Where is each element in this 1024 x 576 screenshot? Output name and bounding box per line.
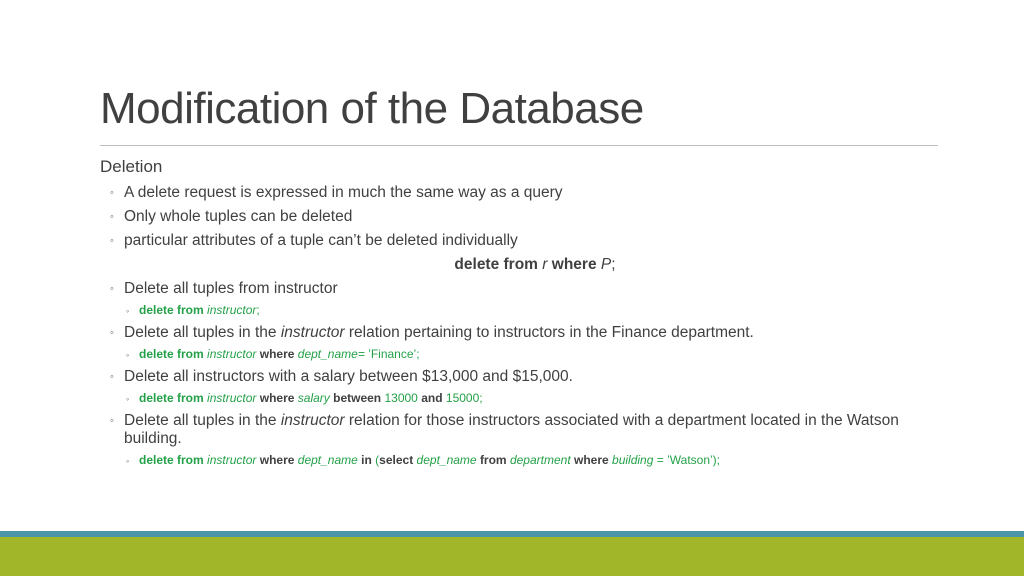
- sql-attribute: dept_name: [416, 453, 477, 467]
- sql-keyword: in: [361, 453, 372, 467]
- syntax-var: P: [600, 256, 612, 273]
- sql-attribute: building: [612, 453, 654, 467]
- bullet-circle-icon: ◦: [126, 394, 130, 404]
- sql-value: 15000;: [445, 391, 483, 405]
- code-example: [100, 390, 940, 406]
- bullet-text: Delete all tuples in the: [124, 412, 277, 429]
- bullet-circle-icon: ◦: [110, 211, 114, 223]
- bullet-text: relation pertaining to instructors in the Finance department.: [348, 324, 754, 341]
- code-example: [100, 302, 940, 318]
- sql-keyword: between: [333, 391, 382, 405]
- delete-syntax: [100, 256, 940, 274]
- sql-keyword: where: [259, 391, 295, 405]
- bullet: [100, 412, 940, 448]
- bullet-text: A delete request is expressed in much the same way as a query: [124, 184, 563, 201]
- code-example: [100, 346, 940, 362]
- sql-punct: ;: [256, 303, 260, 317]
- sql-keyword: where: [574, 453, 609, 467]
- code-example: [100, 452, 940, 468]
- bullet-text: Delete all tuples in the: [124, 324, 277, 341]
- sql-value: ’Watson’);: [667, 453, 721, 467]
- bullet: [100, 324, 940, 342]
- bullet: [100, 232, 940, 250]
- bullet-text: particular attributes of a tuple can’t be deleted individually: [124, 232, 518, 249]
- sql-keyword: and: [421, 391, 443, 405]
- bullet-circle-icon: ◦: [110, 415, 114, 427]
- bullet-circle-icon: ◦: [110, 235, 114, 247]
- slide-title: Modification of the Database: [100, 84, 644, 133]
- sql-keyword: delete from: [139, 347, 204, 361]
- sql-keyword: delete from: [139, 303, 204, 317]
- bullet-text: relation for those instructors associated with a department located in the Watson building.: [124, 412, 899, 447]
- sql-relation: instructor: [207, 453, 257, 467]
- title-divider: [100, 145, 938, 146]
- section-heading: Deletion: [100, 157, 163, 176]
- sql-relation: instructor: [207, 391, 257, 405]
- bullet-emphasis: instructor: [280, 324, 345, 341]
- sql-keyword: where: [259, 347, 295, 361]
- footer-bar: [0, 537, 1024, 576]
- syntax-var: r: [542, 256, 548, 273]
- sql-relation: instructor: [207, 347, 257, 361]
- sql-keyword: select: [379, 453, 414, 467]
- bullet-text: Only whole tuples can be deleted: [124, 208, 353, 225]
- bullet-circle-icon: ◦: [126, 350, 130, 360]
- bullet-circle-icon: ◦: [126, 456, 130, 466]
- syntax-end: ;: [611, 256, 616, 273]
- bullet-circle-icon: ◦: [110, 327, 114, 339]
- sql-keyword: delete from: [139, 453, 204, 467]
- bullet: [100, 368, 940, 386]
- sql-relation: instructor: [207, 303, 257, 317]
- syntax-keyword: delete from: [454, 256, 538, 273]
- sql-keyword: where: [259, 453, 295, 467]
- bullet: [100, 184, 940, 202]
- bullet: [100, 208, 940, 226]
- bullet-circle-icon: ◦: [110, 283, 114, 295]
- slide-content: [100, 156, 940, 468]
- sql-operator: =: [656, 453, 664, 467]
- bullet-circle-icon: ◦: [110, 187, 114, 199]
- sql-value: 13000: [384, 391, 418, 405]
- sql-attribute: salary: [297, 391, 330, 405]
- bullet-emphasis: instructor: [280, 412, 345, 429]
- sql-attribute: dept_name: [297, 453, 358, 467]
- bullet-circle-icon: ◦: [126, 306, 130, 316]
- syntax-keyword: where: [551, 256, 597, 273]
- sql-attribute: dept_name=: [297, 347, 365, 361]
- bullet-circle-icon: ◦: [110, 371, 114, 383]
- sql-value: ’Finance’;: [368, 347, 420, 361]
- bullet: [100, 280, 940, 298]
- sql-relation: department: [509, 453, 571, 467]
- sql-punct: (: [375, 453, 380, 467]
- sql-keyword: delete from: [139, 391, 204, 405]
- bullet-text: Delete all tuples from instructor: [124, 280, 338, 297]
- sql-keyword: from: [479, 453, 507, 467]
- bullet-text: Delete all instructors with a salary between $13,000 and $15,000.: [124, 368, 573, 385]
